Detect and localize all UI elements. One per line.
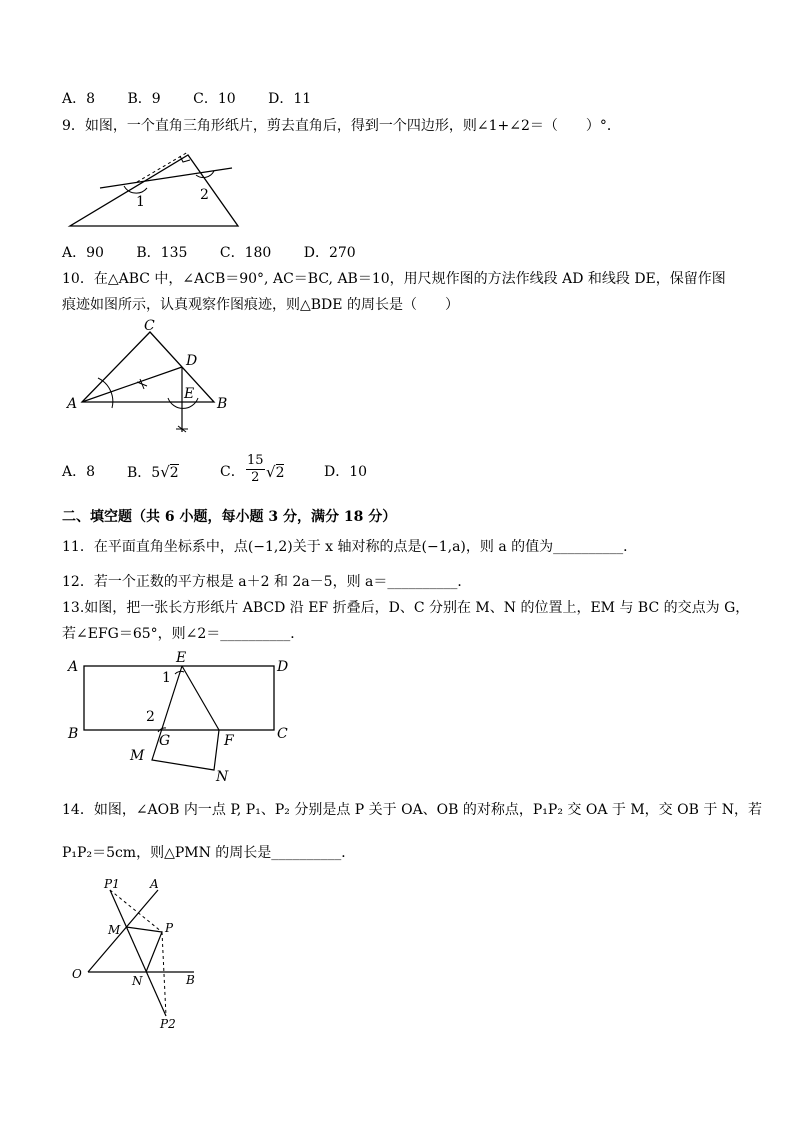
- q10-option-c-denominator: 2: [251, 470, 260, 485]
- q13-label-f: F: [224, 733, 234, 749]
- q13-label-e: E: [176, 650, 187, 666]
- q9-option-d: D．270: [303, 245, 356, 261]
- q9-figure: [64, 146, 249, 232]
- q10-option-a: A．8: [62, 464, 96, 480]
- q10-option-c-fraction: [246, 453, 265, 486]
- q10-label-d: D: [186, 353, 198, 369]
- q13-label-n: N: [216, 769, 229, 785]
- q13-line2: 若∠EFG＝65°，则∠2＝__________．: [62, 626, 305, 642]
- q10-label-e: E: [184, 386, 195, 402]
- q14-label-o: O: [72, 967, 82, 981]
- q10-label-c: C: [144, 318, 155, 334]
- q14-label-b: B: [186, 973, 195, 987]
- q10-option-c-numerator: 15: [247, 453, 264, 468]
- q10-option-b-prefix: B．5: [127, 465, 161, 481]
- q13-label-1: 1: [162, 670, 171, 686]
- q14-label-n: N: [132, 974, 143, 988]
- q13-figure: [64, 650, 304, 790]
- section-2-title: 二、填空题（共 6 小题，每小题 3 分，满分 18 分）: [62, 509, 397, 525]
- q8-option-d: D．11: [268, 91, 312, 107]
- q10-option-b: B．5√2: [127, 463, 179, 481]
- q9-option-c: C．180: [219, 245, 272, 261]
- q14-label-p2: P2: [160, 1017, 176, 1031]
- q14-line2: P₁P₂＝5cm，则△PMN 的周长是__________．: [62, 845, 356, 861]
- q10-option-c-prefix: C．: [220, 464, 245, 480]
- q9-options: [62, 244, 384, 262]
- q10-figure: [64, 316, 244, 440]
- q10-stem-line1: 10．在△ABC 中，∠ACB＝90°, AC＝BC, AB＝10，用尺规作图的方法作线段 AD 和线段 DE，保留作图: [62, 271, 726, 287]
- q13-label-m: M: [130, 748, 145, 764]
- q13-label-c: C: [277, 726, 288, 742]
- q10-option-c-root: √2: [266, 463, 285, 481]
- q14-label-p: P: [165, 921, 174, 935]
- q10-label-b: B: [217, 396, 228, 412]
- q14-label-p1: P1: [104, 877, 120, 891]
- q13-label-a: A: [68, 659, 79, 675]
- q13-label-g: G: [159, 733, 171, 749]
- q14-label-a: A: [150, 877, 159, 891]
- q10-stem-line2: 痕迹如图所示，认真观察作图痕迹，则△BDE 的周长是（ ）: [62, 297, 459, 313]
- q12-text: 12．若一个正数的平方根是 a＋2 和 2a－5，则 a＝__________．: [62, 574, 472, 590]
- q9-label-2: 2: [200, 187, 209, 203]
- q14-label-m: M: [108, 923, 121, 937]
- q14-line1: 14．如图，∠AOB 内一点 P, P₁、P₂ 分别是点 P 关于 OA、OB 的对称点，P₁P₂ 交 OA 于 M，交 OB 于 N，若: [62, 802, 763, 818]
- q9-option-a: A．90: [62, 245, 104, 261]
- q11-text: 11．在平面直角坐标系中，点(−1,2)关于 x 轴对称的点是(−1,a)，则 a 的值为__________．: [62, 539, 638, 555]
- q10-label-a: A: [67, 396, 78, 412]
- q8-option-c: C．10: [193, 91, 236, 107]
- q9-option-b: B．135: [136, 245, 188, 261]
- q14-figure: [64, 874, 214, 1034]
- q10-option-b-root: 2: [169, 465, 179, 481]
- q9-stem: 9．如图，一个直角三角形纸片，剪去直角后，得到一个四边形，则∠1+∠2＝（ ）°．: [62, 118, 621, 134]
- q13-label-2: 2: [146, 709, 155, 725]
- q8-option-a: A．8: [62, 91, 96, 107]
- q13-line1: 13.如图，把一张长方形纸片 ABCD 沿 EF 折叠后，D、C 分别在 M、N 的位置上，EM 与 BC 的交点为 G，: [62, 600, 750, 616]
- q8-option-b: B．9: [127, 91, 161, 107]
- q8-options: [62, 90, 339, 108]
- q9-label-1: 1: [136, 194, 145, 210]
- q10-option-d: D．10: [324, 464, 368, 480]
- q13-label-d: D: [277, 659, 289, 675]
- q13-label-b: B: [68, 726, 79, 742]
